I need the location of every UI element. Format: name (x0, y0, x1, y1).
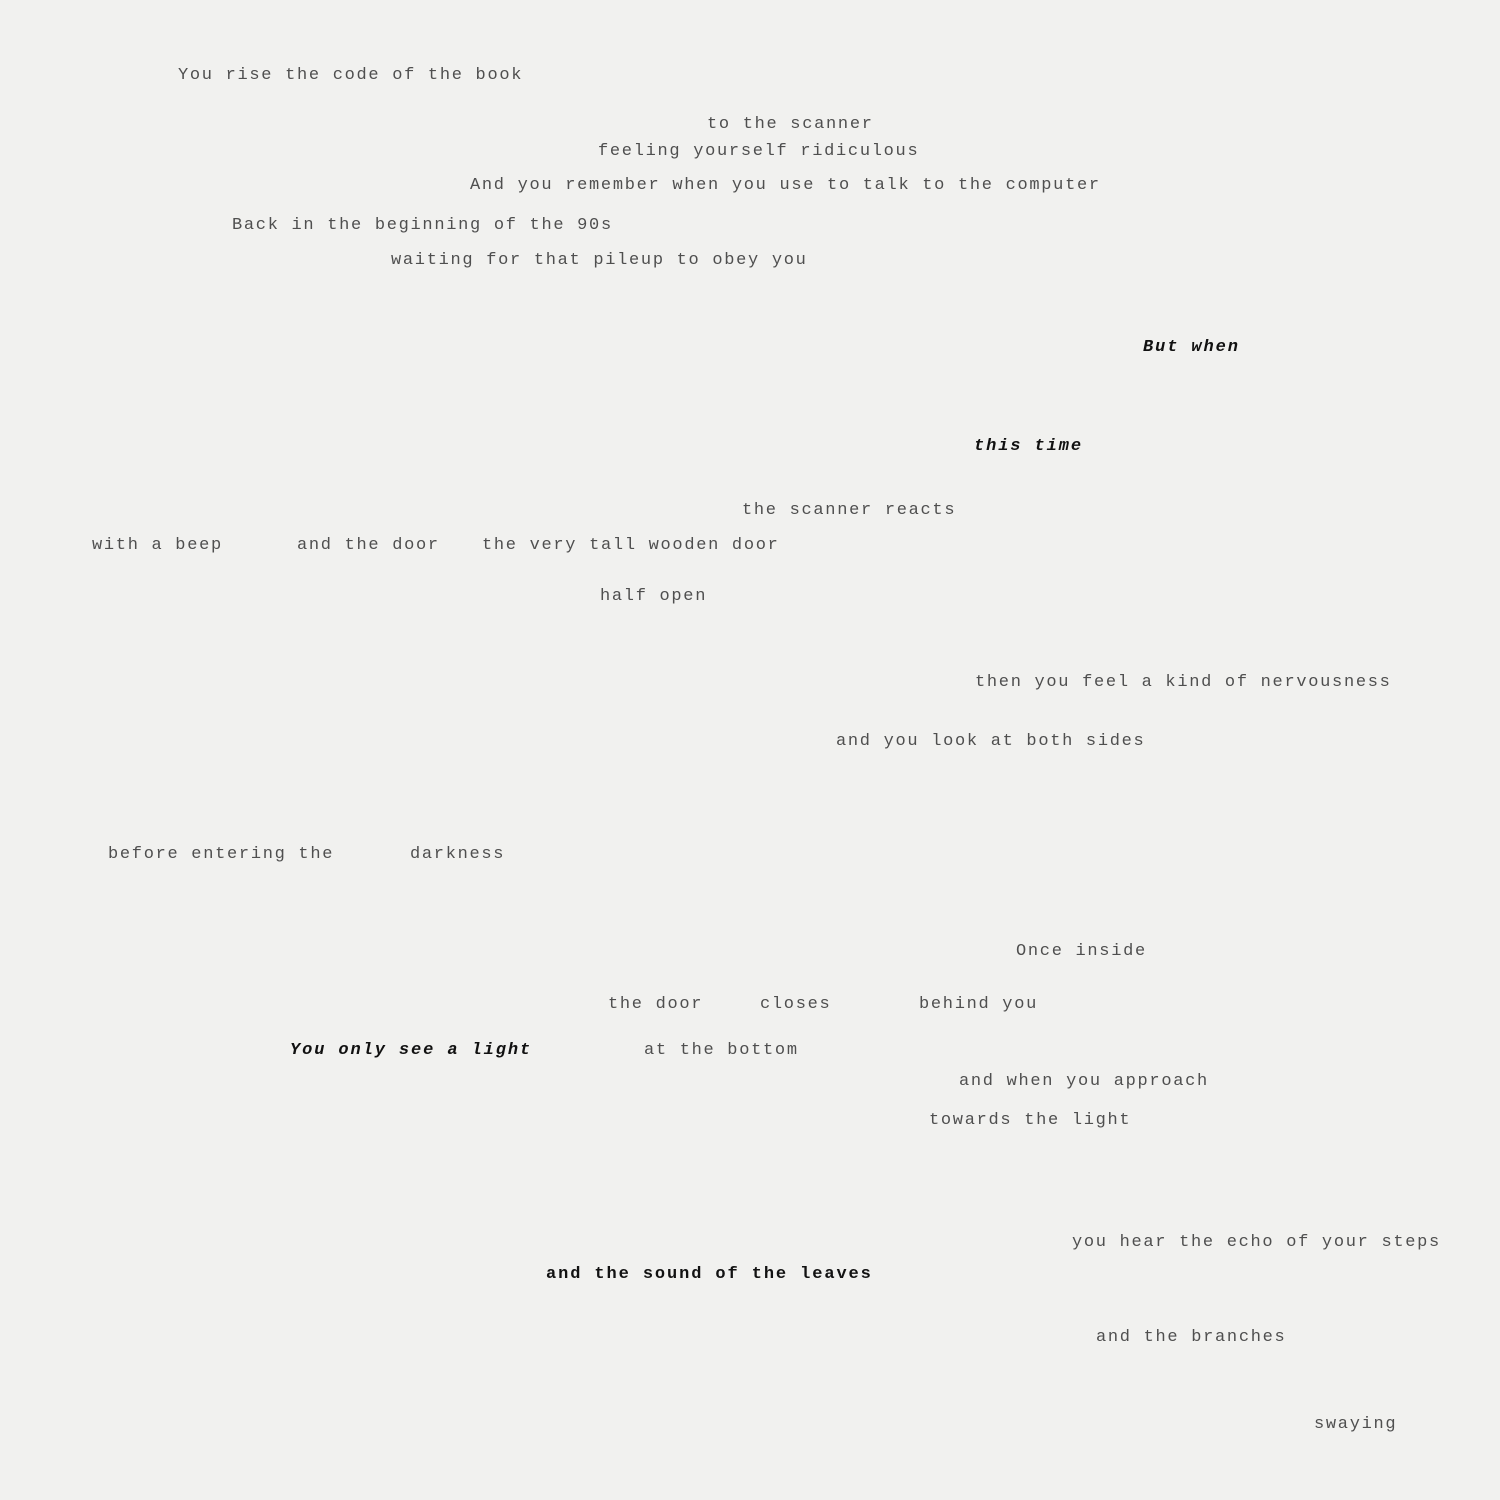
poem-line: and the branches (1096, 1328, 1287, 1347)
poem-line: You only see a light (290, 1041, 533, 1060)
poem-line: and the door (297, 536, 440, 555)
poem-line: feeling yourself ridiculous (598, 142, 920, 161)
poem-line: you hear the echo of your steps (1072, 1233, 1441, 1252)
poem-line: Once inside (1016, 942, 1147, 961)
poem-line: before entering the (108, 845, 335, 864)
poem-line: the very tall wooden door (482, 536, 780, 555)
poem-line: the scanner reacts (742, 501, 957, 520)
poem-line: But when (1143, 338, 1240, 357)
poem-line: half open (600, 587, 708, 606)
poem-line: behind you (919, 995, 1039, 1014)
poem-line: then you feel a kind of nervousness (975, 673, 1392, 692)
poem-line: And you remember when you use to talk to the computer (470, 176, 1101, 195)
poem-line: and the sound of the leaves (546, 1265, 873, 1284)
poem-line: to the scanner (707, 115, 874, 134)
poem-line: waiting for that pileup to obey you (391, 251, 808, 270)
poem-line: at the bottom (644, 1041, 799, 1060)
poem-line: swaying (1314, 1415, 1398, 1434)
poem-line: towards the light (929, 1111, 1132, 1130)
poem-line: the door (608, 995, 704, 1014)
poem-line: Back in the beginning of the 90s (232, 216, 613, 235)
poem-line: and when you approach (959, 1072, 1209, 1091)
poem-line: with a beep (92, 536, 223, 555)
poem-line: You rise the code of the book (178, 66, 524, 85)
poem-line: this time (974, 437, 1083, 456)
poem-line: darkness (410, 845, 506, 864)
poem-line: closes (760, 995, 832, 1014)
poem-line: and you look at both sides (836, 732, 1146, 751)
